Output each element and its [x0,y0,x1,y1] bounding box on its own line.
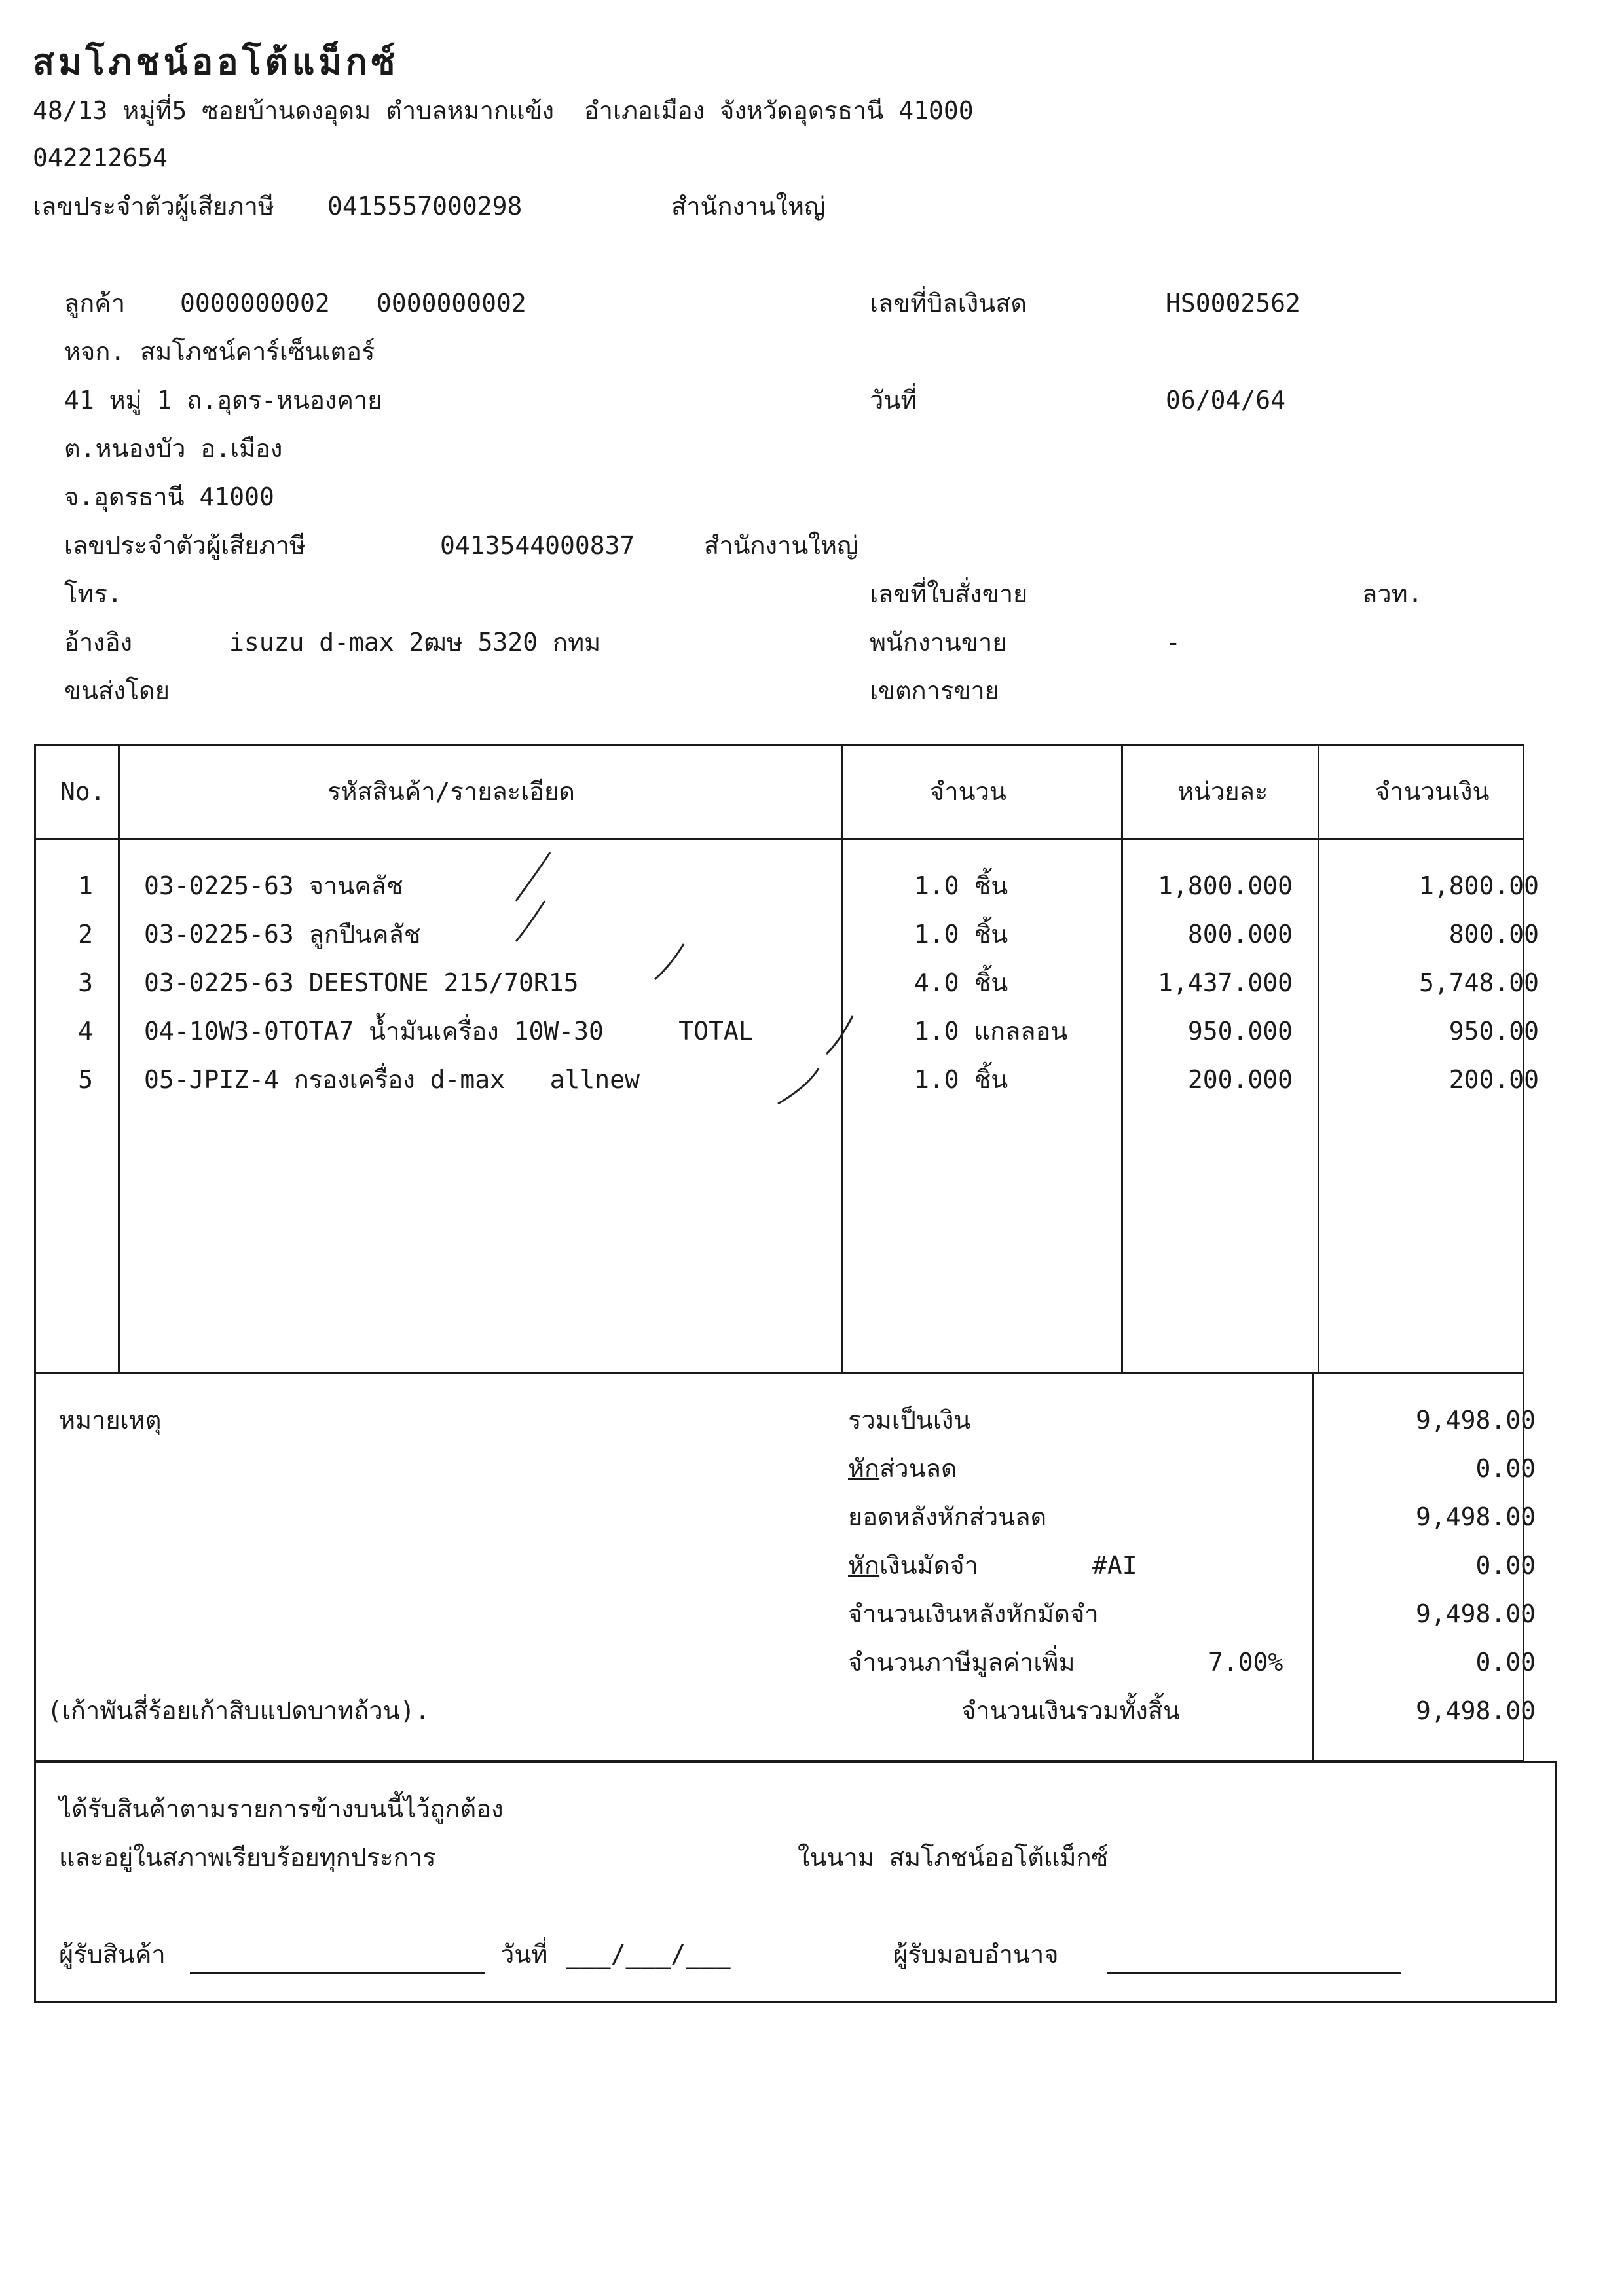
row-no: 3 [78,968,93,997]
header-amount: จำนวนเงิน [1375,777,1490,806]
vat-value: 0.00 [1475,1648,1536,1677]
customer-phone-label: โทร. [64,579,122,608]
row-no: 5 [78,1065,93,1094]
row-amount: 1,800.00 [1418,871,1539,900]
after-discount-value: 9,498.00 [1415,1503,1536,1531]
row-unit-price: 1,800.000 [1158,871,1293,900]
receive-date-blank: ___/___/___ [566,1940,731,1969]
row-quantity: 1.0 ชิ้น [914,1065,1008,1094]
amount-in-words: (เก้าพันสี่ร้อยเก้าสิบแปดบาทถ้วน). [47,1696,430,1725]
discount-label: หักส่วนลด [848,1454,957,1483]
bill-date-label: วันที่ [870,386,917,414]
row-unit-price: 200.000 [1187,1065,1293,1094]
row-description: 03-0225-63 DEESTONE 215/70R15 [144,968,579,997]
customer-address-2: ต.หนองบัว อ.เมือง [64,434,283,463]
bill-date: 06/04/64 [1166,386,1286,414]
check-mark [655,944,684,979]
row-amount: 5,748.00 [1418,968,1539,997]
salesperson-label: พนักงานขาย [870,628,1007,657]
receiver-signature-line [190,1972,485,1974]
company-name: สมโภชน์ออโต้แม็กซ์ [33,41,399,82]
customer-address-3: จ.อุดรธานี 41000 [64,483,274,511]
received-line-2: และอยู่ในสภาพเรียบร้อยทุกประการ [59,1843,436,1872]
row-description: 03-0225-63 จานคลัช [144,871,403,900]
row-amount: 200.00 [1449,1065,1539,1094]
bill-number-label: เลขที่บิลเงินสด [870,289,1027,318]
vat-label: จำนวนภาษีมูลค่าเพิ่ม [848,1648,1075,1677]
customer-address-1: 41 หมู่ 1 ถ.อุดร-หนองคาย [64,386,382,414]
check-mark [516,901,545,941]
row-amount: 800.00 [1449,920,1539,949]
after-deposit-value: 9,498.00 [1415,1599,1536,1628]
customer-tax-label: เลขประจำตัวผู้เสียภาษี [64,531,306,560]
customer-code-1: 0000000002 [180,289,330,318]
deposit-label: หักเงินมัดจำ [848,1551,978,1580]
company-branch: สำนักงานใหญ่ [671,192,826,221]
row-unit-price: 1,437.000 [1158,968,1293,997]
summary-divider [1312,1372,1314,1762]
check-mark [516,852,550,901]
on-behalf-of: ในนาม สมโภชน์ออโต้แม็กซ์ [798,1843,1109,1872]
discount-value: 0.00 [1475,1454,1536,1483]
row-no: 1 [78,871,93,900]
salesperson-value: - [1166,628,1181,657]
received-line-1: ได้รับสินค้าตามรายการข้างบนนี้ไว้ถูกต้อง [59,1795,504,1823]
reference-value: isuzu d-max 2ฒษ 5320 กทม [229,628,601,657]
header-description: รหัสสินค้า/รายละเอียด [327,777,575,806]
row-quantity: 1.0 ชิ้น [914,871,1008,900]
customer-tax-id: 0413544000837 [440,531,635,560]
deposit-code: #AI [1092,1551,1137,1580]
reference-label: อ้างอิง [64,628,133,657]
customer-name: หจก. สมโภชน์คาร์เซ็นเตอร์ [64,337,375,366]
company-tax-label: เลขประจำตัวผู้เสียภาษี [33,192,274,221]
row-unit-price: 950.000 [1187,1017,1293,1046]
grand-total-label: จำนวนเงินรวมทั้งสิ้น [961,1696,1180,1725]
check-mark [778,1068,819,1104]
row-description: 04-10W3-0TOTA7 น้ำมันเครื่อง 10W-30 TOTAL [144,1017,754,1046]
row-no: 2 [78,920,93,949]
remark-label: หมายเหตุ [59,1406,162,1434]
sales-order-label: เลขที่ใบสั่งขาย [870,579,1028,608]
sales-area-label: เขตการขาย [870,676,999,705]
row-amount: 950.00 [1449,1017,1539,1046]
check-mark [826,1016,853,1054]
row-unit-price: 800.000 [1187,920,1293,949]
subtotal-value: 9,498.00 [1415,1406,1536,1434]
header-unit-price: หน่วยละ [1177,777,1268,806]
customer-code-2: 0000000002 [377,289,526,318]
row-description: 05-JPIZ-4 กรองเครื่อง d-max allnew [144,1065,640,1094]
header-no: No. [60,777,105,806]
grand-total-value: 9,498.00 [1415,1696,1536,1725]
company-address: 48/13 หมู่ที่5 ซอยบ้านดงอุดม ตำบลหมากแข้ง อำเภอเมือง จังหวัดอุดรธานี 41000 [33,96,974,125]
row-quantity: 1.0 แกลลอน [914,1017,1068,1046]
sales-order-extra: ลวท. [1362,579,1423,608]
subtotal-label: รวมเป็นเงิน [848,1406,971,1434]
company-tax-id: 0415557000298 [327,192,523,221]
customer-branch: สำนักงานใหญ่ [704,531,858,560]
row-no: 4 [78,1017,93,1046]
after-deposit-label: จำนวนเงินหลังหักมัดจำ [848,1599,1099,1628]
receiver-label: ผู้รับสินค้า [59,1940,166,1969]
authorized-signature-line [1107,1972,1401,1974]
vat-rate: 7.00% [1208,1648,1283,1677]
shipping-label: ขนส่งโดย [64,676,170,705]
receive-date-label: วันที่ [500,1940,548,1969]
authorized-label: ผู้รับมอบอำนาจ [893,1940,1059,1969]
row-quantity: 4.0 ชิ้น [914,968,1008,997]
row-quantity: 1.0 ชิ้น [914,920,1008,949]
deposit-value: 0.00 [1475,1551,1536,1580]
company-phone: 042212654 [33,143,168,172]
header-quantity: จำนวน [930,777,1006,806]
bill-number: HS0002562 [1166,289,1301,318]
after-discount-label: ยอดหลังหักส่วนลด [848,1503,1047,1531]
row-description: 03-0225-63 ลูกปืนคลัช [144,920,421,949]
customer-label: ลูกค้า [64,289,126,318]
